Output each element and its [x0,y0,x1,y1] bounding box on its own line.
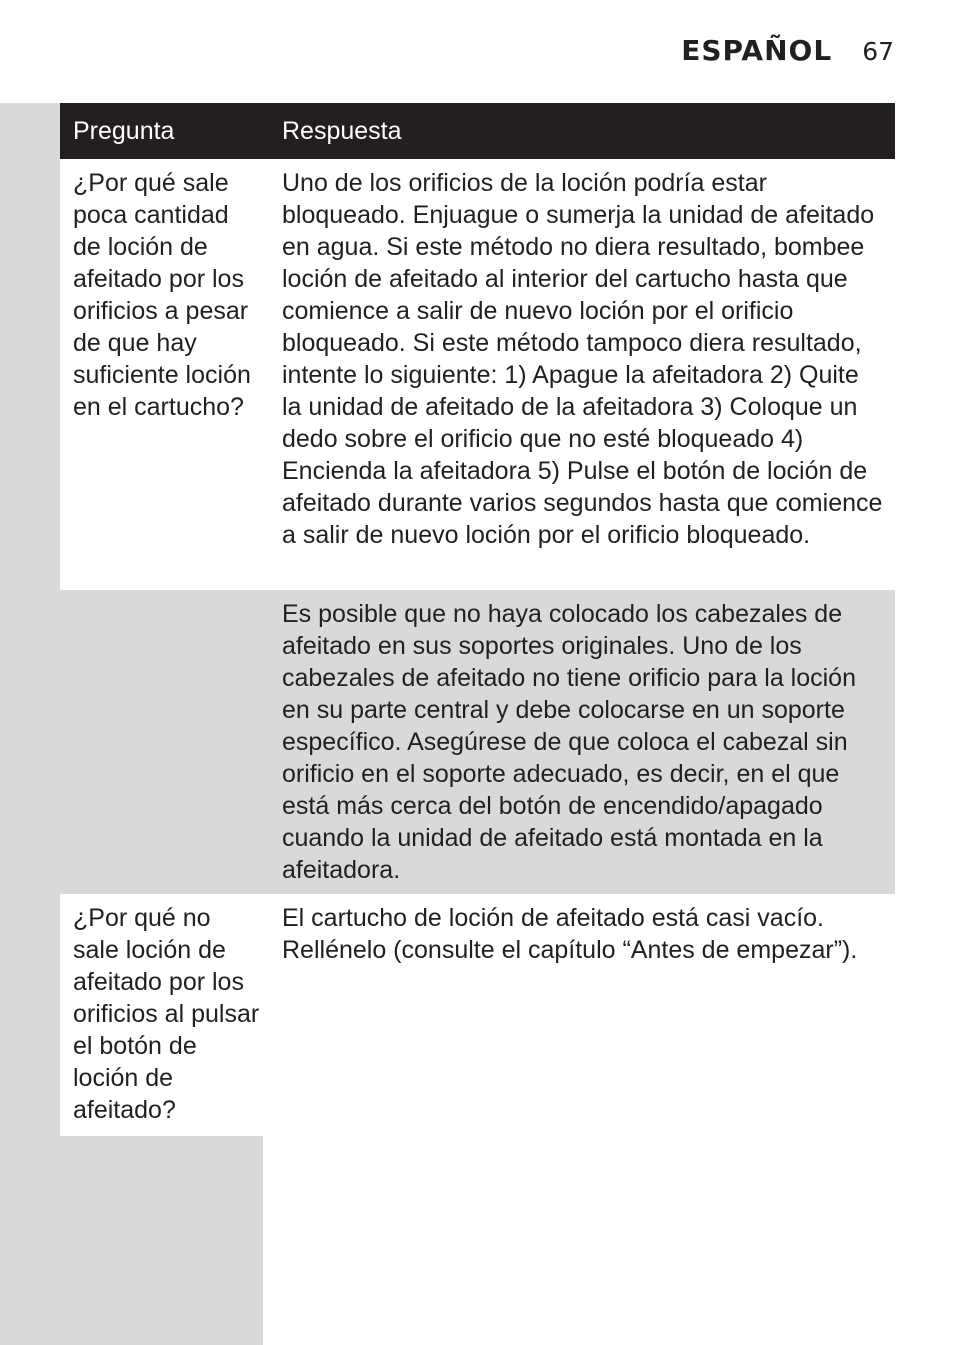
question-cell [60,590,269,894]
answer-cell: El cartucho de loción de afeitado está casi vacío. Rellénelo (consulte el capítulo “Antes de empezar”). [269,894,895,1136]
faq-table [60,103,895,1136]
table-row [60,590,895,894]
question-cell: ¿Por qué no sale loción de afeitado por los orificios al pulsar el botón de loción de afeitado? [60,894,269,1136]
answer-cell: Uno de los orificios de la loción podría estar bloqueado. Enjuague o sumerja la unidad de afeitado en agua. Si este método no diera resultado, bombee loción de afeitado al interior del cartucho hasta que comience a salir de nuevo loción por el orificio bloqueado. Si este método tampoco diera resultado, intente lo siguiente: 1) Apague la afeitadora 2) Quite la unidad de afeitado de la afeitadora 3) Coloque un dedo sobre el orificio que no esté bloqueado 4) Encienda la afeitadora 5) Pulse el botón de loción de afeitado durante varios segundos hasta que comience a salir de nuevo loción por el orificio bloqueado. [282,169,883,549]
page-header [681,34,894,67]
column-header-question: Pregunta [73,116,175,145]
table-header [60,103,895,159]
table-row [60,159,895,590]
column-header-answer: Respuesta [282,116,402,145]
answer-cell: Es posible que no haya colocado los cabezales de afeitado en sus soportes originales. Uno de los cabezales de afeitado no tiene orificio para la loción en su parte central y debe colocarse en un soporte específico. Asegúrese de que coloca el cabezal sin orificio en el soporte adecuado, es decir, en el que está más cerca del botón de encendido/apagado cuando la unidad de afeitado está montada en la afeitadora. [282,600,856,884]
question-cell: ¿Por qué sale poca cantidad de loción de afeitado por los orificios a pesar de que hay suficiente loción en el cartucho? [73,169,251,421]
page-number: 67 [862,37,894,66]
table-row [60,894,895,1136]
language-title: ESPAÑOL [681,34,833,67]
